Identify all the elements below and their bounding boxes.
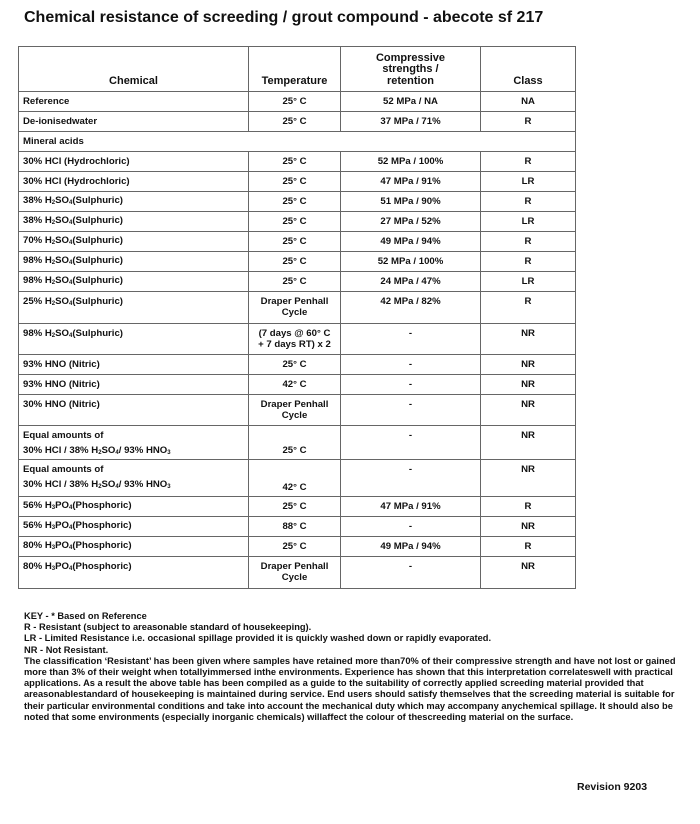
chemical-formula-suffix: (Sulphuric) <box>72 296 123 307</box>
temperature-line1: Draper Penhall <box>260 561 329 572</box>
formula-mid: PO <box>55 499 70 511</box>
table-row <box>19 517 576 537</box>
cell-chemical: Reference <box>19 92 249 112</box>
cell-compressive-strength: - <box>341 375 481 395</box>
cell-class: R <box>481 537 576 557</box>
table-row <box>19 395 576 426</box>
formula-subscript: 4 <box>69 544 73 551</box>
table-row <box>19 460 576 497</box>
formula-subscript: 2 <box>51 199 56 206</box>
chemical-line1: Equal amounts of <box>23 430 104 441</box>
table-row <box>19 292 576 324</box>
cell-temperature: 25° C <box>249 192 341 212</box>
formula-subscript: 4 <box>115 450 119 456</box>
header-chemical: Chemical <box>19 47 249 92</box>
cell-temperature: 25° C <box>249 112 341 132</box>
cell-compressive-strength: 37 MPa / 71% <box>341 112 481 132</box>
formula-mid: SO <box>101 445 116 456</box>
cell-chemical <box>19 426 249 460</box>
table-row <box>19 192 576 212</box>
table-body <box>19 92 576 589</box>
section-label: Mineral acids <box>19 132 576 152</box>
formula-mid: SO <box>55 328 70 339</box>
cell-class: NA <box>481 92 576 112</box>
table-row <box>19 92 576 112</box>
chemical-formula-prefix: 98% H <box>23 328 52 339</box>
formula-subscript: 4 <box>69 301 73 307</box>
key-paragraph: The classification ‘Resistant’ has been given where samples have retained more than70% of their compressive strength and have not lost or gained more than 3% of their weight when totallyimmersed inthe environments. Experience has shown that this interpretation correlateswell with practical applications. As a result the above table has been compiled as a guide to the suitability of correctly applied screeding material provided that areasonablestandard of housekeeping is maintained during service. End users should satisfy themselves that the screeding material is suitable for their particular environmental conditions and take into account the mechanical duty which may accompany anychemical spillage. It should also be noted that some environments (especially inorganic chemicals) willaffect the colour of thescreeding material on the surface. <box>24 655 676 722</box>
header-class: Class <box>481 47 576 92</box>
chemical-formula-suffix: (Sulphuric) <box>72 274 123 286</box>
cell-class: NR <box>481 557 576 589</box>
chemical-formula-prefix: 38% H <box>23 194 52 206</box>
key-line-resistant: R - Resistant (subject to areasonable standard of housekeeping). <box>24 622 312 633</box>
cell-class: R <box>481 232 576 252</box>
cell-compressive-strength: 49 MPa / 94% <box>341 232 481 252</box>
cell-chemical <box>19 537 249 557</box>
cell-chemical: 93% HNO (Nitric) <box>19 375 249 395</box>
cell-compressive-strength: - <box>341 557 481 589</box>
chemical-formula-suffix: (Phosphoric) <box>72 561 132 572</box>
cell-chemical: 30% HCl (Hydrochloric) <box>19 172 249 192</box>
formula-subscript: 4 <box>69 279 73 286</box>
cell-compressive-strength: 51 MPa / 90% <box>341 192 481 212</box>
cell-temperature: 25° C <box>249 212 341 232</box>
table-row <box>19 252 576 272</box>
chemical-formula-prefix: 80% H <box>23 561 52 572</box>
cell-chemical <box>19 460 249 497</box>
formula-mid: PO <box>55 519 70 531</box>
formula-subscript: 4 <box>69 333 73 339</box>
formula-mid: SO <box>55 194 70 206</box>
page-title: Chemical resistance of screeding / grout compound - abecote sf 217 <box>24 9 544 26</box>
chemical-formula-prefix: 98% H <box>23 274 52 286</box>
cell-temperature: 25° C <box>249 426 341 460</box>
cell-temperature: 25° C <box>249 355 341 375</box>
cell-class: NR <box>481 395 576 426</box>
chemical-formula-suffix: (Sulphuric) <box>72 194 123 206</box>
table-row <box>19 152 576 172</box>
formula-subscript: 4 <box>69 219 73 226</box>
cell-temperature: 25° C <box>249 252 341 272</box>
cell-compressive-strength: - <box>341 355 481 375</box>
temperature-line1: (7 days @ 60° C <box>258 328 331 339</box>
formula-subscript: 2 <box>51 333 56 339</box>
cell-compressive-strength: 47 MPa / 91% <box>341 497 481 517</box>
chemical-formula-suffix: (Sulphuric) <box>72 234 123 246</box>
chemical-formula-prefix: 25% H <box>23 296 52 307</box>
formula-mid: SO <box>55 214 70 226</box>
formula-mid: PO <box>55 539 70 551</box>
table-row <box>19 537 576 557</box>
chemical-resistance-table <box>18 46 576 589</box>
cell-chemical <box>19 292 249 324</box>
cell-temperature <box>249 557 341 589</box>
formula-subscript: 2 <box>51 219 56 226</box>
cell-temperature: 88° C <box>249 517 341 537</box>
table-row <box>19 355 576 375</box>
key-section <box>24 611 688 723</box>
key-line-limited-resistance: LR - Limited Resistance i.e. occasional spillage provided it is quickly washed down or rapidly evaporated. <box>24 633 492 644</box>
cell-class: NR <box>481 460 576 497</box>
formula-mid: PO <box>55 561 70 572</box>
formula-subscript: 3 <box>167 484 171 490</box>
chemical-formula-suffix: (Phosphoric) <box>72 499 132 511</box>
formula-subscript: 4 <box>69 504 73 511</box>
cell-class: LR <box>481 172 576 192</box>
cell-temperature: 25° C <box>249 497 341 517</box>
chemical-line2 <box>23 445 244 459</box>
cell-class: NR <box>481 375 576 395</box>
chemical-line1: Equal amounts of <box>23 464 104 475</box>
formula-subscript: 3 <box>51 566 56 572</box>
formula-mid: SO <box>55 234 70 246</box>
chemical-formula-prefix: 38% H <box>23 214 52 226</box>
chemical-formula-prefix: 56% H <box>23 519 52 531</box>
cell-class: LR <box>481 212 576 232</box>
formula-subscript: 4 <box>115 484 119 490</box>
header-compressive-line2: strengths / <box>382 63 439 75</box>
cell-temperature <box>249 395 341 426</box>
cell-class: R <box>481 292 576 324</box>
chemical-formula-prefix: 30% HCl / 38% H <box>23 445 99 456</box>
chemical-formula-suffix: (Sulphuric) <box>72 214 123 226</box>
cell-compressive-strength: - <box>341 426 481 460</box>
cell-chemical <box>19 232 249 252</box>
header-compressive-line1: Compressive <box>375 51 446 64</box>
cell-compressive-strength: 47 MPa / 91% <box>341 172 481 192</box>
temperature-line2: Cycle <box>281 572 308 583</box>
formula-subscript: 4 <box>69 566 73 572</box>
table-row <box>19 272 576 292</box>
cell-temperature: 25° C <box>249 152 341 172</box>
temperature-line2: + 7 days RT) x 2 <box>258 339 331 350</box>
header-compressive-line3: retention <box>386 74 435 87</box>
cell-chemical: De-ionisedwater <box>19 112 249 132</box>
formula-subscript: 4 <box>69 199 73 206</box>
cell-compressive-strength: 52 MPa / NA <box>341 92 481 112</box>
key-line-reference: KEY - * Based on Reference <box>24 611 147 621</box>
cell-class: R <box>481 252 576 272</box>
cell-compressive-strength: 24 MPa / 47% <box>341 272 481 292</box>
temperature-line1: Draper Penhall <box>260 296 329 307</box>
formula-subscript: 4 <box>69 259 73 266</box>
cell-temperature <box>249 292 341 324</box>
cell-class: NR <box>481 426 576 460</box>
cell-temperature: 42° C <box>249 375 341 395</box>
cell-class: LR <box>481 272 576 292</box>
table-row <box>19 324 576 355</box>
table-row <box>19 497 576 517</box>
revision-label: Revision 9203 <box>577 781 648 793</box>
cell-class: NR <box>481 355 576 375</box>
chemical-formula-suffix: (Phosphoric) <box>72 519 132 531</box>
temperature-line2: Cycle <box>281 307 308 318</box>
chemical-formula-suffix: (Sulphuric) <box>72 328 123 339</box>
formula-subscript: 3 <box>51 504 56 511</box>
cell-temperature: 25° C <box>249 272 341 292</box>
table-row <box>19 557 576 589</box>
table-row <box>19 375 576 395</box>
chemical-formula-prefix: 98% H <box>23 254 52 266</box>
chemical-formula-prefix: 70% H <box>23 234 52 246</box>
cell-class: R <box>481 112 576 132</box>
cell-chemical: 93% HNO (Nitric) <box>19 355 249 375</box>
temperature-line2: Cycle <box>281 410 308 421</box>
cell-chemical <box>19 557 249 589</box>
chemical-formula-prefix: 80% H <box>23 539 52 551</box>
formula-subscript: 2 <box>51 301 56 307</box>
cell-temperature: 25° C <box>249 92 341 112</box>
chemical-formula-prefix: 56% H <box>23 499 52 511</box>
formula-subscript: 4 <box>69 239 73 246</box>
formula-subscript: 2 <box>51 259 56 266</box>
cell-compressive-strength: 42 MPa / 82% <box>341 292 481 324</box>
cell-chemical <box>19 517 249 537</box>
cell-compressive-strength: - <box>341 324 481 355</box>
table-row <box>19 426 576 460</box>
formula-subscript: 4 <box>69 524 73 531</box>
formula-mid: SO <box>101 479 116 490</box>
cell-compressive-strength: - <box>341 395 481 426</box>
table-header-row <box>19 47 576 92</box>
cell-temperature: 42° C <box>249 460 341 497</box>
chemical-formula-suffix: / 93% HNO <box>118 479 168 490</box>
chemical-formula-prefix: 30% HCl / 38% H <box>23 479 99 490</box>
cell-compressive-strength: - <box>341 460 481 497</box>
cell-compressive-strength: 52 MPa / 100% <box>341 252 481 272</box>
formula-mid: SO <box>55 254 70 266</box>
formula-subscript: 2 <box>51 279 56 286</box>
formula-subscript: 3 <box>51 544 56 551</box>
cell-class: NR <box>481 324 576 355</box>
cell-chemical: 30% HNO (Nitric) <box>19 395 249 426</box>
temperature-line1: Draper Penhall <box>260 399 329 410</box>
chemical-formula-suffix: / 93% HNO <box>118 445 168 456</box>
cell-class: R <box>481 192 576 212</box>
cell-chemical <box>19 252 249 272</box>
chemical-formula-suffix: (Phosphoric) <box>72 539 132 551</box>
cell-compressive-strength: 27 MPa / 52% <box>341 212 481 232</box>
header-temperature: Temperature <box>249 47 341 92</box>
cell-temperature: 25° C <box>249 537 341 557</box>
chemical-line2 <box>23 479 244 493</box>
table-row <box>19 112 576 132</box>
cell-chemical <box>19 324 249 355</box>
formula-subscript: 2 <box>98 484 102 490</box>
cell-class: NR <box>481 517 576 537</box>
cell-class: R <box>481 497 576 517</box>
cell-chemical: 30% HCl (Hydrochloric) <box>19 152 249 172</box>
formula-mid: SO <box>55 296 70 307</box>
table-row <box>19 172 576 192</box>
key-line-not-resistant: NR - Not Resistant. <box>24 644 109 655</box>
table-section-row <box>19 132 576 152</box>
cell-compressive-strength: 49 MPa / 94% <box>341 537 481 557</box>
cell-chemical <box>19 212 249 232</box>
cell-compressive-strength: - <box>341 517 481 537</box>
cell-chemical <box>19 497 249 517</box>
cell-chemical <box>19 192 249 212</box>
cell-class: R <box>481 152 576 172</box>
formula-subscript: 2 <box>51 239 56 246</box>
cell-temperature: 25° C <box>249 172 341 192</box>
chemical-formula-suffix: (Sulphuric) <box>72 254 123 266</box>
cell-chemical <box>19 272 249 292</box>
formula-subscript: 3 <box>167 450 171 456</box>
table-row <box>19 212 576 232</box>
cell-compressive-strength: 52 MPa / 100% <box>341 152 481 172</box>
cell-temperature: 25° C <box>249 232 341 252</box>
header-compressive-strength <box>341 47 481 92</box>
cell-temperature <box>249 324 341 355</box>
formula-subscript: 3 <box>51 524 56 531</box>
table-row <box>19 232 576 252</box>
formula-subscript: 2 <box>98 450 102 456</box>
formula-mid: SO <box>55 274 70 286</box>
